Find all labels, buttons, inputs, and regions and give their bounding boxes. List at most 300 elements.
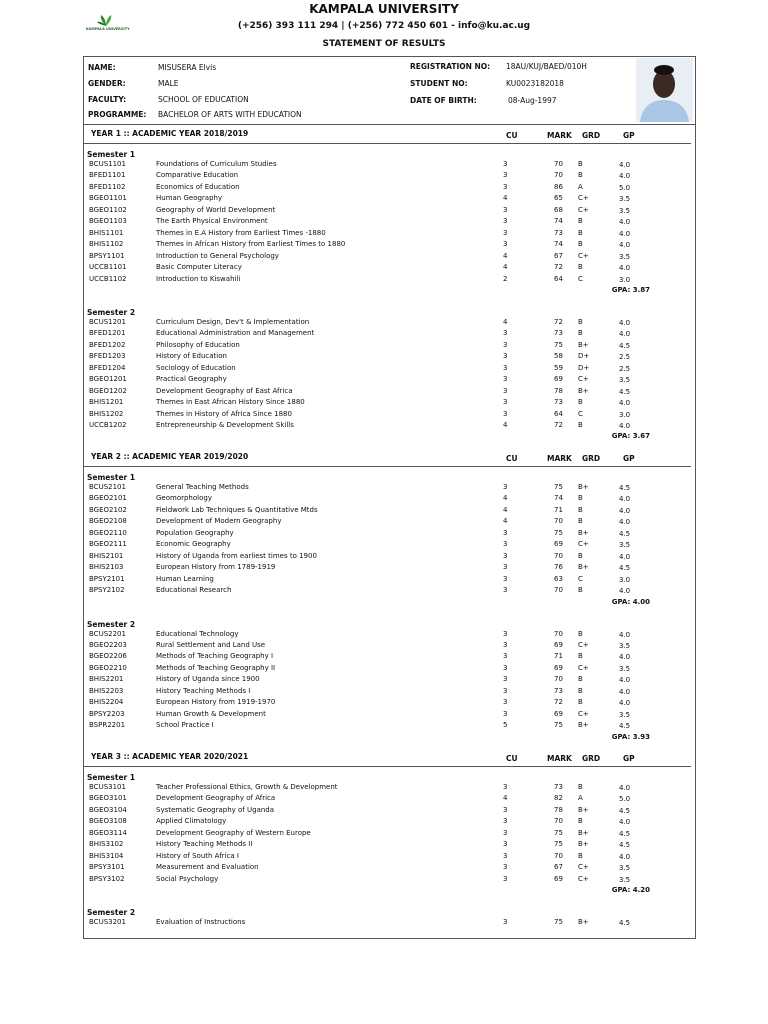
course-mark: 59 — [554, 363, 563, 372]
course-code: BFED1204 — [89, 363, 126, 372]
course-mark: 70 — [554, 586, 563, 595]
course-cu: 4 — [503, 251, 508, 260]
course-gp: 4.0 — [619, 330, 631, 339]
course-code: BHIS1202 — [89, 409, 124, 418]
course-title: Themes in African History from Earliest Times to 1880 — [156, 240, 346, 249]
course-mark: 64 — [554, 274, 563, 283]
course-title: Development Geography of East Africa — [156, 386, 293, 395]
course-mark: 70 — [554, 851, 563, 860]
course-code: UCCB1101 — [89, 263, 127, 272]
course-code: BHIS2203 — [89, 686, 124, 695]
course-code: BGEO2111 — [89, 540, 127, 549]
course-grade: B+ — [578, 840, 589, 849]
course-mark: 72 — [554, 317, 563, 326]
course-grade: B — [578, 851, 583, 860]
course-cu: 4 — [503, 194, 508, 203]
course-mark: 75 — [554, 840, 563, 849]
course-title: Philosophy of Education — [156, 340, 240, 349]
course-title: Population Geography — [156, 528, 234, 537]
course-title: General Teaching Methods — [156, 483, 249, 491]
course-cu: 3 — [503, 828, 508, 837]
course-gp: 4.0 — [619, 218, 631, 227]
course-mark: 69 — [554, 709, 563, 718]
course-mark: 75 — [554, 918, 563, 927]
course-gp: 4.0 — [619, 399, 631, 408]
student-photo-avatar-icon — [636, 58, 693, 122]
course-code: BCUS1101 — [89, 160, 126, 168]
name-label: NAME: — [88, 63, 116, 72]
section-divider — [83, 466, 691, 467]
course-title: Applied Climatology — [156, 817, 227, 826]
course-mark: 69 — [554, 540, 563, 549]
course-grade: B — [578, 160, 583, 168]
student-name: MISUSERA Elvis — [158, 63, 217, 72]
course-cu: 3 — [503, 652, 508, 661]
course-gp: 4.0 — [619, 241, 631, 250]
course-mark: 71 — [554, 505, 563, 514]
course-title: Social Psychology — [156, 874, 219, 883]
course-grade: B — [578, 240, 583, 249]
course-grade: B — [578, 398, 583, 407]
course-title: Educational Research — [156, 586, 232, 595]
col-header-grd: GRD — [582, 131, 601, 140]
contact-info: (+256) 393 111 294 | (+256) 772 450 601 - info@ku.ac.ug — [237, 21, 531, 31]
course-mark: 70 — [554, 517, 563, 526]
course-mark: 68 — [554, 205, 563, 214]
year-title: YEAR 2 :: ACADEMIC YEAR 2019/2020 — [91, 452, 249, 461]
course-gp: 2.5 — [619, 353, 631, 362]
course-code: BFED1202 — [89, 340, 126, 349]
gender-label: GENDER: — [88, 79, 126, 88]
course-gp: 3.0 — [619, 575, 631, 584]
course-title: Rural Settlement and Land Use — [156, 640, 266, 649]
course-cu: 3 — [503, 329, 508, 338]
course-grade: B+ — [578, 918, 589, 927]
course-code: BGEO2101 — [89, 494, 127, 503]
course-grade: D+ — [578, 363, 590, 372]
course-cu: 3 — [503, 563, 508, 572]
semester-heading: Semester 1 — [87, 150, 136, 159]
course-title: Comparative Education — [156, 171, 239, 180]
course-gp: 4.0 — [619, 229, 631, 238]
course-cu: 3 — [503, 663, 508, 672]
course-cu: 3 — [503, 528, 508, 537]
col-header-gp: GP — [623, 754, 635, 763]
year-title: YEAR 3 :: ACADEMIC YEAR 2020/2021 — [91, 752, 249, 761]
course-grade: B+ — [578, 386, 589, 395]
course-mark: 75 — [554, 528, 563, 537]
course-gp: 3.5 — [619, 641, 631, 650]
course-code: BHIS1102 — [89, 240, 124, 249]
course-gp: 3.0 — [619, 275, 631, 284]
course-mark: 70 — [554, 551, 563, 560]
course-title: Fieldwork Lab Techniques & Quantitative Mtds — [156, 505, 318, 514]
course-gp: 4.0 — [619, 630, 631, 639]
course-cu: 3 — [503, 386, 508, 395]
course-code: BGEO2210 — [89, 663, 127, 672]
course-gp: 3.5 — [619, 252, 631, 261]
course-code: BPSY3101 — [89, 863, 125, 872]
course-code: BHIS2201 — [89, 675, 124, 684]
course-grade: B — [578, 551, 583, 560]
course-gp: 4.0 — [619, 687, 631, 696]
course-grade: B — [578, 675, 583, 684]
course-cu: 3 — [503, 551, 508, 560]
course-code: BGEO1103 — [89, 217, 127, 226]
semester-heading: Semester 2 — [87, 307, 136, 317]
col-header-gp: GP — [623, 454, 635, 463]
course-title: School Practice I — [156, 721, 214, 730]
faculty-label: FACULTY: — [88, 95, 127, 104]
course-grade: B+ — [578, 828, 589, 837]
course-mark: 74 — [554, 240, 563, 249]
course-mark: 75 — [554, 483, 563, 491]
course-cu: 3 — [503, 805, 508, 814]
course-cu: 3 — [503, 409, 508, 418]
course-mark: 73 — [554, 783, 563, 791]
course-mark: 74 — [554, 494, 563, 503]
course-cu: 3 — [503, 352, 508, 361]
course-code: BPSY2102 — [89, 586, 125, 595]
course-gp: 4.0 — [619, 552, 631, 561]
course-mark: 70 — [554, 675, 563, 684]
course-title: Curriculum Design, Dev't & Implementation — [156, 317, 310, 326]
course-gp: 4.0 — [619, 495, 631, 504]
course-cu: 3 — [503, 840, 508, 849]
course-grade: B — [578, 586, 583, 595]
course-mark: 78 — [554, 386, 563, 395]
course-mark: 72 — [554, 263, 563, 272]
course-code: BFED1201 — [89, 329, 126, 338]
course-cu: 3 — [503, 817, 508, 826]
student-number: KU0023182018 — [506, 79, 564, 88]
course-title: Human Growth & Development — [156, 709, 266, 718]
course-grade: B — [578, 171, 583, 180]
course-grade: B+ — [578, 721, 589, 730]
course-cu: 3 — [503, 160, 508, 168]
course-gp: 4.5 — [619, 341, 631, 350]
course-mark: 75 — [554, 340, 563, 349]
course-grade: B — [578, 817, 583, 826]
course-mark: 70 — [554, 817, 563, 826]
student-gender: MALE — [158, 79, 179, 88]
course-code: BGEO3114 — [89, 828, 127, 837]
course-gp: 4.0 — [619, 699, 631, 708]
course-cu: 5 — [503, 721, 508, 730]
course-gp: 4.0 — [619, 653, 631, 662]
course-grade: C+ — [578, 874, 589, 883]
semester-heading: Semester 1 — [87, 773, 136, 782]
course-mark: 75 — [554, 828, 563, 837]
dob-label: DATE OF BIRTH: — [410, 96, 477, 105]
course-title: Development Geography of Africa — [156, 794, 276, 803]
course-grade: C+ — [578, 709, 589, 718]
course-grade: B+ — [578, 805, 589, 814]
course-title: Human Geography — [156, 194, 223, 203]
course-grade: B+ — [578, 528, 589, 537]
course-code: BCUS1201 — [89, 317, 126, 326]
course-gp: 4.0 — [619, 852, 631, 861]
course-cu: 3 — [503, 698, 508, 707]
registration-label: REGISTRATION NO: — [410, 62, 491, 71]
course-mark: 74 — [554, 217, 563, 226]
course-mark: 69 — [554, 874, 563, 883]
col-header-grd: GRD — [582, 454, 601, 463]
course-grade: B — [578, 517, 583, 526]
course-cu: 3 — [503, 182, 508, 191]
course-grade: B — [578, 686, 583, 695]
course-gp: 4.5 — [619, 564, 631, 573]
course-mark: 67 — [554, 251, 563, 260]
course-code: BGEO2206 — [89, 652, 127, 661]
course-grade: B — [578, 228, 583, 237]
course-cu: 4 — [503, 317, 508, 326]
col-header-cu: CU — [506, 131, 518, 140]
course-code: BSPR2201 — [89, 721, 126, 730]
course-code: BGEO3101 — [89, 794, 127, 803]
course-gp: 4.0 — [619, 422, 631, 430]
course-mark: 69 — [554, 640, 563, 649]
course-grade: C+ — [578, 663, 589, 672]
course-grade: C+ — [578, 194, 589, 203]
course-gp: 4.0 — [619, 676, 631, 685]
course-code: BGEO1201 — [89, 375, 127, 384]
course-code: BCUS2201 — [89, 629, 126, 638]
course-mark: 70 — [554, 160, 563, 168]
course-mark: 76 — [554, 563, 563, 572]
course-gp: 3.5 — [619, 875, 631, 884]
course-title: European History from 1789-1919 — [156, 563, 276, 572]
course-title: History of South Africa I — [156, 851, 239, 860]
course-grade: C+ — [578, 863, 589, 872]
course-code: BHIS1201 — [89, 398, 124, 407]
course-mark: 73 — [554, 228, 563, 237]
course-mark: 73 — [554, 686, 563, 695]
course-gp: 4.0 — [619, 264, 631, 273]
col-header-mark: MARK — [547, 754, 572, 763]
course-gp: 4.0 — [619, 818, 631, 827]
course-gp: 4.0 — [619, 318, 631, 327]
course-code: BPSY2101 — [89, 574, 125, 583]
course-title: Geomorphology — [156, 494, 212, 503]
course-code: BPSY3102 — [89, 874, 125, 883]
course-code: BFED1203 — [89, 352, 126, 361]
course-gp: 4.0 — [619, 172, 631, 181]
course-cu: 3 — [503, 228, 508, 237]
course-gp: 4.0 — [619, 518, 631, 527]
course-title: History of Uganda since 1900 — [156, 675, 260, 684]
course-gp: 4.5 — [619, 806, 631, 815]
course-code: BCUS3101 — [89, 783, 126, 791]
course-cu: 3 — [503, 540, 508, 549]
course-gp: 4.0 — [619, 506, 631, 515]
semester-heading: Semester 2 — [87, 908, 136, 918]
course-title: European History from 1919-1970 — [156, 698, 276, 707]
course-code: BGEO1101 — [89, 194, 127, 203]
course-code: BGEO2203 — [89, 640, 127, 649]
course-gp: 3.5 — [619, 541, 631, 550]
course-title: Introduction to Kiswahili — [156, 274, 241, 283]
course-gp: 5.0 — [619, 183, 631, 192]
course-cu: 3 — [503, 863, 508, 872]
course-gp: 4.0 — [619, 784, 631, 792]
course-cu: 4 — [503, 794, 508, 803]
course-cu: 3 — [503, 205, 508, 214]
course-cu: 3 — [503, 918, 508, 927]
course-gp: 3.0 — [619, 410, 631, 419]
course-title: Educational Administration and Management — [156, 329, 315, 338]
course-grade: B — [578, 494, 583, 503]
course-cu: 3 — [503, 483, 508, 491]
course-title: Development of Modern Geography — [156, 517, 282, 526]
course-code: BGEO2110 — [89, 528, 127, 537]
course-title: Evaluation of Instructions — [156, 918, 246, 927]
course-title: Geography of World Development — [156, 205, 276, 214]
course-grade: C — [578, 574, 583, 583]
course-code: BGEO2108 — [89, 517, 127, 526]
course-title: History Teaching Methods I — [156, 686, 251, 695]
course-grade: C+ — [578, 205, 589, 214]
course-grade: B — [578, 698, 583, 707]
course-grade: B — [578, 629, 583, 638]
course-title: Measurement and Evaluation — [156, 863, 259, 872]
course-grade: B — [578, 263, 583, 272]
course-mark: 70 — [554, 629, 563, 638]
col-header-cu: CU — [506, 754, 518, 763]
student-number-label: STUDENT NO: — [410, 79, 468, 88]
course-code: BPSY1101 — [89, 251, 125, 260]
course-cu: 3 — [503, 586, 508, 595]
course-code: BHIS2204 — [89, 698, 124, 707]
course-gp: 2.5 — [619, 364, 631, 373]
course-gp: 4.5 — [619, 722, 631, 731]
course-grade: B+ — [578, 563, 589, 572]
course-title: History Teaching Methods II — [156, 840, 253, 849]
course-cu: 3 — [503, 675, 508, 684]
course-gp: 4.5 — [619, 841, 631, 850]
course-code: BHIS3104 — [89, 851, 124, 860]
course-grade: B — [578, 421, 583, 429]
course-cu: 3 — [503, 874, 508, 883]
course-mark: 71 — [554, 652, 563, 661]
course-mark: 64 — [554, 409, 563, 418]
course-cu: 3 — [503, 574, 508, 583]
col-header-cu: CU — [506, 454, 518, 463]
course-cu: 3 — [503, 363, 508, 372]
course-code: BFED1102 — [89, 182, 126, 191]
student-programme: BACHELOR OF ARTS WITH EDUCATION — [158, 110, 302, 119]
course-code: BHIS3102 — [89, 840, 124, 849]
col-header-mark: MARK — [547, 454, 572, 463]
course-title: Teacher Professional Ethics, Growth & Development — [156, 783, 338, 791]
course-cu: 3 — [503, 629, 508, 638]
course-mark: 69 — [554, 663, 563, 672]
course-title: Educational Technology — [156, 629, 239, 638]
year-title: YEAR 1 :: ACADEMIC YEAR 2018/2019 — [91, 129, 249, 138]
course-mark: 86 — [554, 182, 563, 191]
course-gp: 3.5 — [619, 376, 631, 385]
course-gp: 4.0 — [619, 161, 631, 169]
course-gp: 3.5 — [619, 664, 631, 673]
course-grade: C+ — [578, 251, 589, 260]
course-mark: 63 — [554, 574, 563, 583]
section-divider — [83, 766, 691, 767]
course-grade: C — [578, 409, 583, 418]
course-gp: 3.5 — [619, 864, 631, 873]
course-code: BPSY2203 — [89, 709, 125, 718]
registration-number: 18AU/KUJ/BAED/010H — [506, 62, 587, 71]
course-mark: 72 — [554, 421, 563, 429]
course-grade: C+ — [578, 640, 589, 649]
course-grade: B — [578, 317, 583, 326]
course-gp: 3.5 — [619, 195, 631, 204]
course-gp: 4.5 — [619, 387, 631, 396]
course-mark: 73 — [554, 398, 563, 407]
course-title: Basic Computer Literacy — [156, 263, 242, 272]
course-title: Foundations of Curriculum Studies — [156, 160, 277, 168]
course-cu: 3 — [503, 240, 508, 249]
date-of-birth: 08-Aug-1997 — [508, 96, 557, 105]
course-code: BFED1101 — [89, 171, 126, 180]
course-grade: B — [578, 652, 583, 661]
course-grade: C+ — [578, 375, 589, 384]
course-title: The Earth Physical Environment — [156, 217, 268, 226]
course-code: BHIS2101 — [89, 551, 124, 560]
course-cu: 2 — [503, 274, 508, 283]
course-code: UCCB1202 — [89, 421, 127, 429]
course-code: BHIS1101 — [89, 228, 124, 237]
course-grade: B+ — [578, 483, 589, 491]
student-faculty: SCHOOL OF EDUCATION — [158, 95, 249, 104]
course-grade: D+ — [578, 352, 590, 361]
course-code: BGEO3108 — [89, 817, 127, 826]
course-title: Development Geography of Western Europe — [156, 828, 311, 837]
course-title: Economic Geography — [156, 540, 231, 549]
course-cu: 4 — [503, 263, 508, 272]
section-divider — [83, 143, 691, 144]
semester-heading: Semester 2 — [87, 619, 136, 629]
course-gp: 4.5 — [619, 484, 631, 492]
course-title: Themes in East African History Since 1880 — [156, 398, 305, 407]
course-grade: A — [578, 794, 583, 803]
semester-heading: Semester 1 — [87, 473, 136, 482]
course-mark: 65 — [554, 194, 563, 203]
course-mark: 82 — [554, 794, 563, 803]
programme-label: PROGRAMME: — [88, 110, 147, 119]
course-title: Systematic Geography of Uganda — [156, 805, 275, 814]
course-title: Methods of Teaching Geography I — [156, 652, 274, 661]
course-cu: 3 — [503, 171, 508, 180]
course-cu: 3 — [503, 686, 508, 695]
course-cu: 3 — [503, 375, 508, 384]
course-mark: 69 — [554, 375, 563, 384]
course-grade: A — [578, 182, 583, 191]
course-title: Practical Geography — [156, 375, 227, 384]
course-gp: 4.5 — [619, 829, 631, 838]
course-grade: B — [578, 505, 583, 514]
course-gp: 5.0 — [619, 795, 631, 804]
col-header-gp: GP — [623, 131, 635, 140]
course-title: Sociology of Education — [156, 363, 236, 372]
document-title: STATEMENT OF RESULTS — [322, 39, 446, 49]
course-cu: 3 — [503, 851, 508, 860]
course-cu: 3 — [503, 340, 508, 349]
logo-caption: KAMPALA UNIVERSITY — [86, 27, 130, 31]
course-title: Entrepreneurship & Development Skills — [156, 421, 294, 429]
course-grade: B — [578, 329, 583, 338]
course-code: BHIS2103 — [89, 563, 124, 572]
course-title: Introduction to General Psychology — [156, 251, 279, 260]
